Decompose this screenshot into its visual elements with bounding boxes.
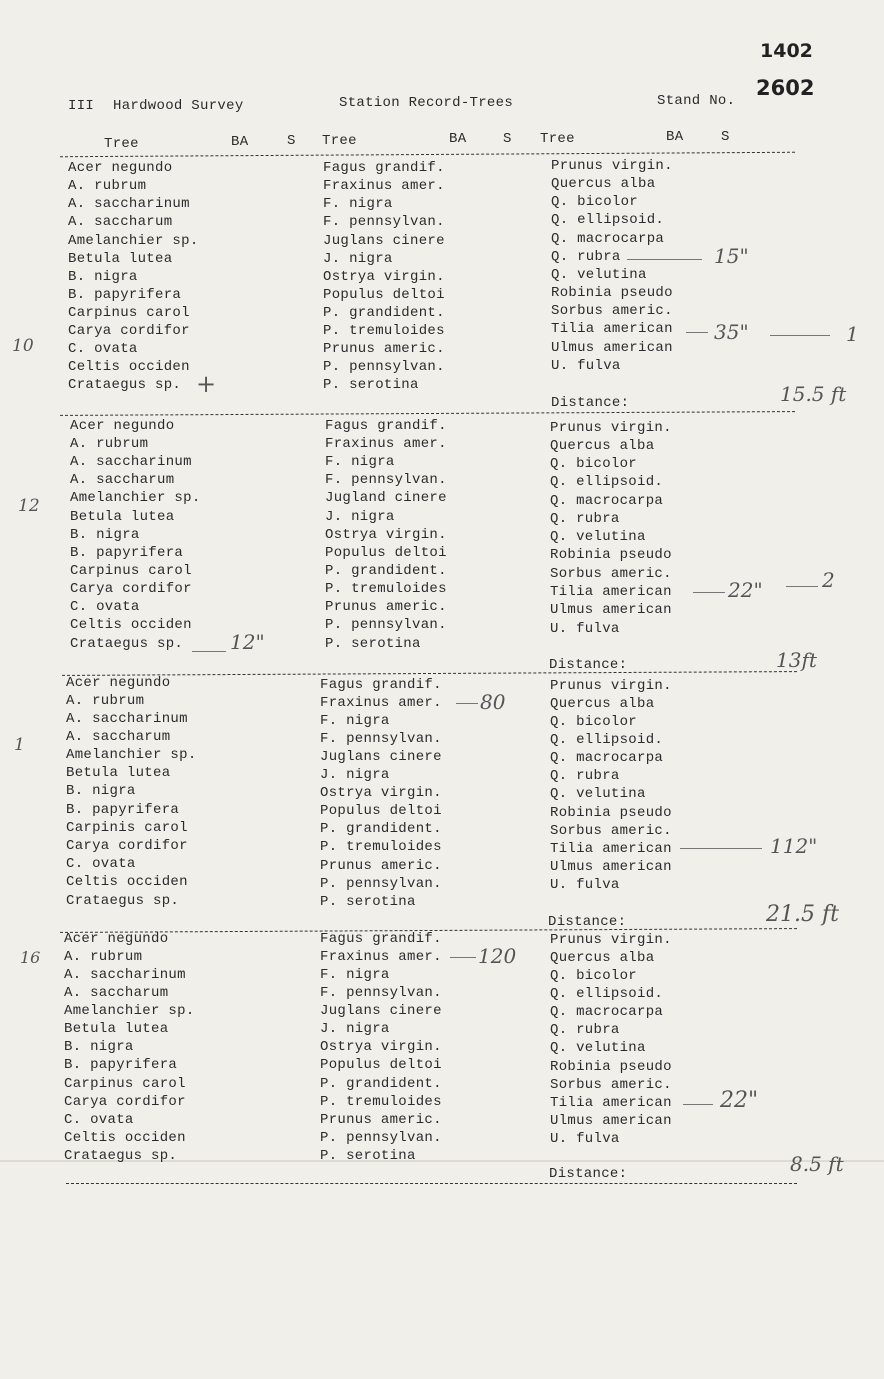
species-row: C. ovata	[70, 599, 140, 615]
handwritten-leader	[770, 335, 830, 336]
col2-s-header: S	[503, 131, 512, 147]
species-row: P. grandident.	[320, 821, 442, 837]
species-row: Carpinis carol	[66, 820, 188, 836]
species-row: Tilia american	[550, 584, 672, 600]
species-row: P. serotina	[320, 1148, 416, 1164]
species-row: Prunus americ.	[320, 1112, 442, 1128]
species-row: P. serotina	[323, 377, 419, 393]
species-row: Quercus alba	[550, 696, 655, 712]
handwritten-ba: 120	[478, 944, 517, 968]
species-row: Sorbus americ.	[551, 303, 673, 319]
species-row: B. papyrifera	[64, 1057, 178, 1073]
species-row: Carya cordifor	[64, 1094, 186, 1110]
species-row: Acer negundo	[68, 160, 173, 176]
stamp-number-top: 1402	[760, 40, 813, 62]
species-row: Juglans cinere	[320, 749, 442, 765]
species-row: Robinia pseudo	[550, 805, 672, 821]
species-row: Fagus grandif.	[323, 160, 445, 176]
species-row: Ulmus american	[550, 859, 672, 875]
species-row: U. fulva	[550, 1131, 620, 1147]
species-row: P. tremuloides	[323, 323, 445, 339]
species-row: B. nigra	[68, 269, 138, 285]
species-row: A. saccharum	[70, 472, 175, 488]
species-row: F. pennsylvan.	[320, 985, 442, 1001]
species-row: A. saccharinum	[68, 196, 190, 212]
margin-note: 12	[18, 496, 40, 516]
species-row: C. ovata	[68, 341, 138, 357]
species-row: Prunus virgin.	[550, 678, 672, 694]
handwritten-leader	[686, 332, 708, 333]
species-row: Ostrya virgin.	[323, 269, 445, 285]
species-row: P. pennsylvan.	[323, 359, 445, 375]
species-row: P. serotina	[320, 894, 416, 910]
species-row: P. tremuloides	[320, 1094, 442, 1110]
species-row: Q. bicolor	[550, 456, 638, 472]
species-row: P. grandident.	[325, 563, 447, 579]
species-row: A. saccharinum	[70, 454, 192, 470]
species-row: P. serotina	[325, 636, 421, 652]
species-row: Ulmus american	[551, 340, 673, 356]
handwritten-leader	[192, 651, 226, 652]
species-row: Populus deltoi	[320, 803, 442, 819]
species-row: Q. rubra	[550, 768, 620, 784]
species-row: Carpinus carol	[70, 563, 192, 579]
species-row: U. fulva	[551, 358, 621, 374]
section-number: III	[68, 98, 95, 114]
species-row: Q. ellipsoid.	[551, 212, 665, 228]
species-row: F. pennsylvan.	[323, 214, 445, 230]
distance-label: Distance:	[549, 1166, 628, 1182]
species-row: Amelanchier sp.	[64, 1003, 195, 1019]
distance-label: Distance:	[551, 395, 630, 411]
handwritten-distance: 15.5 ft	[780, 382, 847, 406]
species-row: F. nigra	[325, 454, 395, 470]
species-row: Fraxinus amer.	[320, 949, 442, 965]
species-row: Amelanchier sp.	[70, 490, 201, 506]
species-row: Celtis occiden	[70, 617, 192, 633]
species-row: A. saccharum	[64, 985, 169, 1001]
species-row: Tilia american	[550, 841, 672, 857]
species-row: Ostrya virgin.	[325, 527, 447, 543]
species-row: U. fulva	[550, 877, 620, 893]
species-row: Q. ellipsoid.	[550, 732, 664, 748]
species-row: P. grandident.	[320, 1076, 442, 1092]
handwritten-distance: 13ft	[776, 648, 817, 672]
species-row: Quercus alba	[550, 950, 655, 966]
species-row: B. nigra	[66, 783, 136, 799]
species-row: Prunus americ.	[325, 599, 447, 615]
species-row: Carpinus carol	[64, 1076, 186, 1092]
species-row: B. nigra	[64, 1039, 134, 1055]
species-row: F. pennsylvan.	[320, 731, 442, 747]
handwritten-ba: 15"	[714, 244, 749, 268]
species-row: A. rubrum	[70, 436, 149, 452]
species-row: Betula lutea	[64, 1021, 169, 1037]
species-row: Q. velutina	[550, 786, 646, 802]
species-row: Prunus virgin.	[550, 420, 672, 436]
species-row: A. saccharinum	[64, 967, 186, 983]
col1-tree-header: Tree	[104, 136, 139, 152]
species-row: Prunus virgin.	[551, 158, 673, 174]
species-row: P. tremuloides	[320, 839, 442, 855]
species-row: Prunus americ.	[323, 341, 445, 357]
species-row: Q. macrocarpa	[550, 1004, 664, 1020]
species-row: Acer negundo	[66, 675, 171, 691]
species-row: A. saccharinum	[66, 711, 188, 727]
handwritten-leader	[786, 586, 818, 587]
species-row: Jugland cinere	[325, 490, 447, 506]
handwritten-ba: 112"	[770, 834, 818, 858]
species-row: P. pennsylvan.	[320, 876, 442, 892]
species-row: J. nigra	[323, 251, 393, 267]
col1-ba-header: BA	[231, 134, 249, 150]
col1-s-header: S	[287, 133, 296, 149]
species-row: Carya cordifor	[68, 323, 190, 339]
handwritten-distance: 21.5 ft	[766, 902, 839, 927]
col2-ba-header: BA	[449, 131, 467, 147]
species-row: A. saccharum	[66, 729, 171, 745]
species-row: B. papyrifera	[68, 287, 182, 303]
margin-note: 1	[14, 735, 25, 755]
species-row: F. pennsylvan.	[325, 472, 447, 488]
species-row: U. fulva	[550, 621, 620, 637]
species-row: A. rubrum	[64, 949, 143, 965]
handwritten-distance: 8.5 ft	[790, 1152, 844, 1176]
col2-tree-header: Tree	[322, 133, 357, 149]
handwritten-leader	[627, 259, 702, 260]
species-row: P. tremuloides	[325, 581, 447, 597]
species-row: A. rubrum	[66, 693, 145, 709]
species-row: Betula lutea	[68, 251, 173, 267]
species-row: Q. velutina	[551, 267, 647, 283]
species-row: Q. velutina	[550, 529, 646, 545]
handwritten-s: 1	[846, 322, 859, 346]
species-row: Q. macrocarpa	[550, 493, 664, 509]
species-row: J. nigra	[320, 767, 390, 783]
species-row: Q. rubra	[551, 249, 621, 265]
handwritten-ba: 80	[480, 690, 506, 714]
species-row: F. nigra	[320, 713, 390, 729]
species-row: Amelanchier sp.	[66, 747, 197, 763]
species-row: Juglans cinere	[320, 1003, 442, 1019]
species-row: Carya cordifor	[70, 581, 192, 597]
species-row: Betula lutea	[70, 509, 175, 525]
col3-ba-header: BA	[666, 129, 684, 145]
species-row: Robinia pseudo	[550, 547, 672, 563]
station-separator	[62, 671, 797, 676]
species-row: Populus deltoi	[323, 287, 445, 303]
species-row: Fraxinus amer.	[320, 695, 442, 711]
species-row: J. nigra	[320, 1021, 390, 1037]
species-row: Crataegus sp.	[64, 1148, 178, 1164]
species-row: Fraxinus amer.	[325, 436, 447, 452]
species-row: Celtis occiden	[64, 1130, 186, 1146]
species-row: Sorbus americ.	[550, 823, 672, 839]
handwritten-ba: 22"	[720, 1088, 759, 1113]
stand-number-stamp: 2602	[756, 76, 815, 100]
species-row: Tilia american	[550, 1095, 672, 1111]
species-row: Q. rubra	[550, 511, 620, 527]
species-row: Q. ellipsoid.	[550, 986, 664, 1002]
species-row: P. grandident.	[323, 305, 445, 321]
species-row: Quercus alba	[550, 438, 655, 454]
species-row: Prunus americ.	[320, 858, 442, 874]
record-title: Station Record-Trees	[339, 95, 514, 111]
station-separator	[66, 1183, 797, 1184]
handwritten-leader	[693, 592, 725, 593]
handwritten-leader	[680, 848, 762, 849]
species-row: Fraxinus amer.	[323, 178, 445, 194]
survey-title: Hardwood Survey	[113, 98, 244, 114]
species-row: P. pennsylvan.	[325, 617, 447, 633]
species-row: Q. rubra	[550, 1022, 620, 1038]
species-row: Tilia american	[551, 321, 673, 337]
handwritten-leader	[456, 703, 478, 704]
species-row: Q. velutina	[550, 1040, 646, 1056]
col3-tree-header: Tree	[540, 131, 575, 147]
margin-note: 16	[20, 948, 41, 967]
species-row: Ulmus american	[550, 602, 672, 618]
species-row: Fagus grandif.	[320, 677, 442, 693]
handwritten-ba: 35"	[714, 320, 749, 344]
species-row: Carpinus carol	[68, 305, 190, 321]
species-row: Populus deltoi	[325, 545, 447, 561]
species-row: Celtis occiden	[68, 359, 190, 375]
species-row: J. nigra	[325, 509, 395, 525]
species-row: Q. ellipsoid.	[550, 474, 664, 490]
species-row: Q. bicolor	[550, 968, 638, 984]
species-row: A. rubrum	[68, 178, 147, 194]
species-row: Populus deltoi	[320, 1057, 442, 1073]
species-row: Crataegus sp.	[70, 636, 184, 652]
species-row: Ostrya virgin.	[320, 1039, 442, 1055]
species-row: B. papyrifera	[66, 802, 180, 818]
species-row: Fagus grandif.	[320, 931, 442, 947]
species-row: Acer negundo	[70, 418, 175, 434]
species-row: B. nigra	[70, 527, 140, 543]
handwritten-mark: +	[196, 370, 217, 398]
handwritten-s: 2	[822, 568, 835, 592]
handwritten-ba: 22"	[728, 578, 763, 602]
distance-label: Distance:	[548, 914, 627, 930]
species-row: Ulmus american	[550, 1113, 672, 1129]
species-row: F. nigra	[323, 196, 393, 212]
species-row: Q. macrocarpa	[550, 750, 664, 766]
species-row: Q. macrocarpa	[551, 231, 665, 247]
species-row: Ostrya virgin.	[320, 785, 442, 801]
species-row: B. papyrifera	[70, 545, 184, 561]
species-row: Carya cordifor	[66, 838, 188, 854]
stand-label: Stand No.	[657, 93, 736, 109]
species-row: Acer negundo	[64, 931, 169, 947]
station-separator	[60, 411, 795, 416]
species-row: Robinia pseudo	[551, 285, 673, 301]
species-row: C. ovata	[64, 1112, 134, 1128]
species-row: Juglans cinere	[323, 233, 445, 249]
species-row: Betula lutea	[66, 765, 171, 781]
species-row: Prunus virgin.	[550, 932, 672, 948]
distance-label: Distance:	[549, 657, 628, 673]
species-row: Celtis occiden	[66, 874, 188, 890]
handwritten-leader	[450, 957, 476, 958]
species-row: C. ovata	[66, 856, 136, 872]
species-row: A. saccharum	[68, 214, 173, 230]
species-row: Quercus alba	[551, 176, 656, 192]
species-row: F. nigra	[320, 967, 390, 983]
species-row: Crataegus sp.	[68, 377, 182, 393]
species-row: Fagus grandif.	[325, 418, 447, 434]
margin-note: 10	[12, 336, 34, 356]
species-row: Amelanchier sp.	[68, 233, 199, 249]
species-row: Crataegus sp.	[66, 893, 180, 909]
species-row: Q. bicolor	[550, 714, 638, 730]
col3-s-header: S	[721, 129, 730, 145]
species-row: Sorbus americ.	[550, 566, 672, 582]
species-row: Sorbus americ.	[550, 1077, 672, 1093]
handwritten-ba: 12"	[230, 630, 265, 654]
header-rule	[60, 152, 795, 157]
species-row: Robinia pseudo	[550, 1059, 672, 1075]
species-row: P. pennsylvan.	[320, 1130, 442, 1146]
handwritten-leader	[683, 1104, 713, 1105]
species-row: Q. bicolor	[551, 194, 639, 210]
